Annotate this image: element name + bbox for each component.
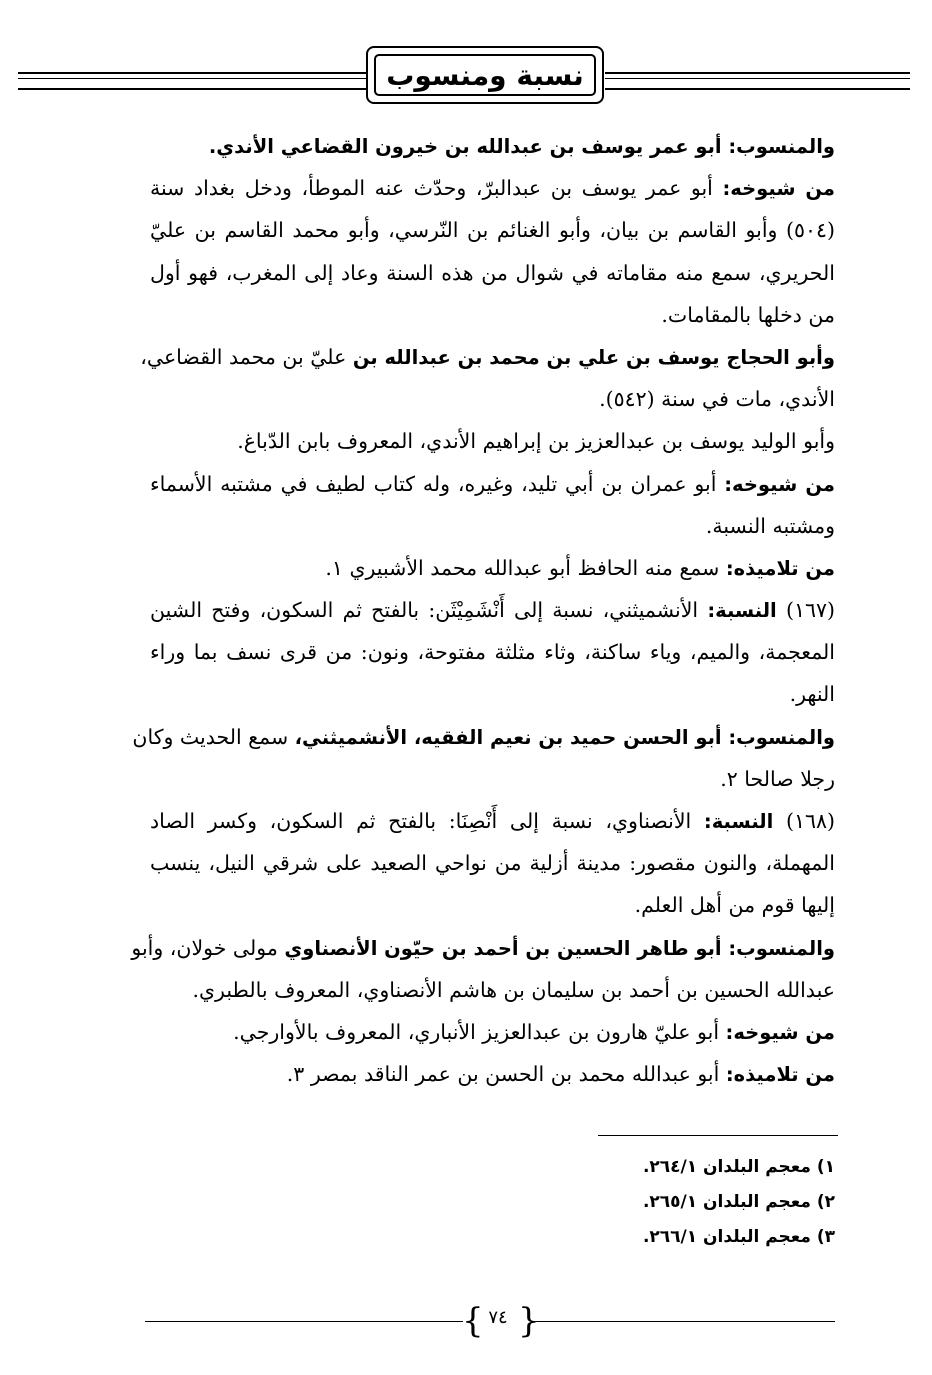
text-run: سمع الحديث وكان bbox=[132, 724, 295, 749]
page-header-title: نسبة ومنسوب bbox=[386, 58, 584, 92]
page-body-text bbox=[131, 125, 836, 1095]
footnote-2: ٢) معجم البلدان ٢٦٥/١. bbox=[642, 1192, 835, 1212]
bold-run: والمنسوب: bbox=[728, 135, 835, 158]
text-line bbox=[131, 927, 835, 969]
header-title-frame bbox=[366, 46, 604, 104]
text-run: أبو عمران بن أبي تليد، وغيره، وله كتاب لطيف في مشتبه الأسماء bbox=[150, 471, 725, 496]
footnote-3: ٣) معجم البلدان ٢٦٦/١. bbox=[642, 1227, 835, 1247]
text-line bbox=[150, 1011, 835, 1053]
text-line bbox=[150, 589, 835, 631]
bold-run: من شيوخه: bbox=[724, 472, 836, 496]
text-run: أبو عليّ هارون بن عبدالعزيز الأنباري، المعروف بالأوارجي. bbox=[233, 1019, 726, 1044]
page-number-rule-left bbox=[145, 1321, 463, 1322]
bold-run: من شيوخه: bbox=[722, 177, 835, 201]
header-rule-left bbox=[18, 72, 368, 90]
text-line bbox=[150, 505, 835, 547]
text-run: النهر. bbox=[789, 682, 835, 707]
text-line bbox=[150, 673, 835, 715]
text-run: الأنشميثني، نسبة إلى أَنْشَمِيْثَن: بالفتح ثم السكون، وفتح الشين bbox=[150, 598, 708, 623]
text-line bbox=[140, 336, 835, 378]
text-line bbox=[150, 209, 835, 251]
footnote-separator bbox=[598, 1135, 838, 1136]
bold-run: النسبة: bbox=[703, 810, 774, 833]
text-run: سمع منه الحافظ أبو عبدالله محمد الأشبيري ١. bbox=[325, 555, 726, 580]
text-line bbox=[150, 969, 835, 1011]
page-number-rule-right bbox=[535, 1321, 835, 1322]
page-number: ٧٤ bbox=[488, 1307, 508, 1328]
text-run: عليّ بن محمد القضاعي، bbox=[140, 344, 353, 369]
bold-run: من تلاميذه: bbox=[725, 556, 835, 580]
text-line bbox=[150, 884, 835, 926]
text-line bbox=[150, 547, 835, 589]
text-line bbox=[150, 758, 835, 800]
bold-run: أبو الحسن حميد بن نعيم الفقيه، الأنشميثني، bbox=[294, 725, 729, 749]
bold-run: من تلاميذه: bbox=[725, 1063, 835, 1087]
text-run: عبدالله الحسين بن أحمد بن سليمان بن هاشم الأنصناوي، المعروف بالطبري. bbox=[192, 977, 835, 1002]
text-line bbox=[150, 167, 835, 209]
bold-run: والمنسوب: bbox=[728, 936, 835, 960]
bold-run: أبو عمر يوسف بن عبدالله بن خيرون القضاعي الأندي. bbox=[208, 135, 729, 158]
text-run: أبو عمر يوسف بن عبدالبرّ، وحدّث عنه الموطأ، ودخل بغداد سنة bbox=[150, 176, 723, 201]
text-line bbox=[150, 463, 835, 505]
text-run: وأبو الوليد يوسف بن عبدالعزيز بن إبراهيم الأندي، المعروف بابن الدّباغ. bbox=[237, 429, 835, 454]
bold-run: وأبو الحجاج يوسف بن علي بن محمد بن عبدالله بن bbox=[352, 345, 835, 369]
text-run: (١٦٧) bbox=[776, 598, 835, 623]
footnote-1: ١) معجم البلدان ٢٦٤/١. bbox=[642, 1157, 835, 1177]
text-run: مولى خولان، وأبو bbox=[131, 935, 285, 960]
bold-run: النسبة: bbox=[707, 599, 777, 623]
text-run: المهملة، والنون مقصور: مدينة أزلية من نواحي الصعيد على شرقي النيل، ينسب bbox=[150, 851, 835, 876]
text-line bbox=[150, 294, 835, 336]
text-run: رجلا صالحا ٢. bbox=[720, 766, 835, 791]
text-line bbox=[150, 631, 835, 673]
footnotes bbox=[643, 1150, 835, 1255]
page-number-brace-left: { bbox=[462, 1301, 484, 1341]
page-number-brace-right: } bbox=[518, 1301, 540, 1341]
text-line bbox=[150, 800, 835, 842]
text-line bbox=[150, 252, 835, 294]
header-rule-right bbox=[605, 72, 910, 90]
text-run: الحريري، سمع منه مقاماته في شوال من هذه السنة وعاد إلى المغرب، فهو أول bbox=[150, 260, 835, 285]
text-run: (٥٠٤) وأبو القاسم بن بيان، وأبو الغنائم بن النّرسي، وأبو محمد القاسم بن عليّ bbox=[150, 218, 835, 243]
text-line bbox=[150, 378, 835, 420]
bold-run: من شيوخه: bbox=[725, 1020, 835, 1044]
text-run: الأندي، مات في سنة (٥٤٢). bbox=[599, 387, 835, 412]
text-run: الأنصناوي، نسبة إلى أَنْصِنَا: بالفتح ثم السكون، وكسر الصاد bbox=[150, 809, 704, 833]
text-run: المعجمة، والميم، وياء ساكنة، وثاء مثلثة مفتوحة، ونون: من قرى نسف بما وراء bbox=[150, 640, 835, 665]
text-line bbox=[150, 125, 835, 167]
bold-run: والمنسوب: bbox=[728, 725, 835, 749]
text-line bbox=[150, 842, 835, 884]
text-run: من دخلها بالمقامات. bbox=[661, 302, 835, 327]
text-line bbox=[150, 1053, 835, 1095]
text-run: أبو عبدالله محمد بن الحسن بن عمر الناقد بمصر ٣. bbox=[286, 1062, 726, 1087]
bold-run: أبو طاهر الحسين بن أحمد بن حيّون الأنصناوي bbox=[284, 936, 729, 960]
text-line bbox=[150, 420, 835, 462]
text-line bbox=[132, 716, 835, 758]
text-run: (١٦٨) bbox=[773, 809, 836, 833]
text-run: ومشتبه النسبة. bbox=[705, 513, 835, 538]
text-run: إليها قوم من أهل العلم. bbox=[634, 893, 835, 918]
